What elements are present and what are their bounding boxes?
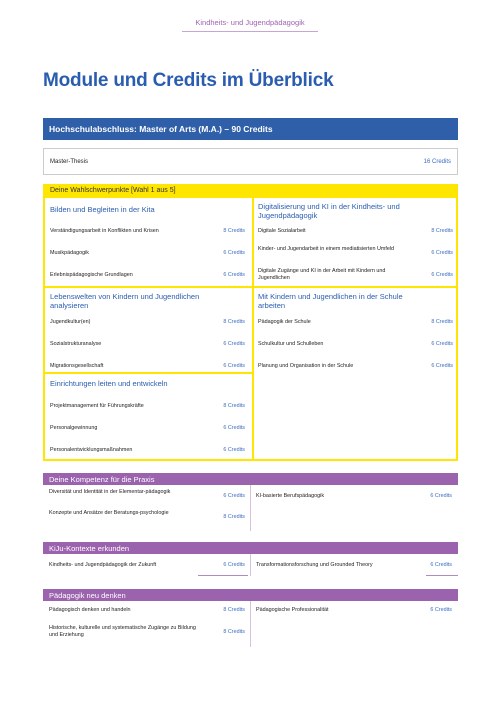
focus-box (43, 184, 458, 461)
module-credits: 6 Credits (223, 272, 245, 278)
module-name: Historische, kulturelle und systematische Zugänge zu Bildung und Erziehung (49, 625, 196, 638)
thesis-box (43, 148, 458, 175)
focus-area-title: Mit Kindern und Jugendlichen in der Schule arbeiten (258, 292, 403, 310)
module-credits: 6 Credits (223, 493, 245, 499)
module-credits: 8 Credits (223, 403, 245, 409)
module-credits: 8 Credits (223, 319, 245, 325)
module-name: Migrationsgesellschaft (50, 363, 104, 369)
module-credits: 8 Credits (223, 607, 245, 613)
module-credits: 6 Credits (431, 250, 453, 256)
section-heading: Pädagogik neu denken (43, 589, 458, 601)
module-name: Schulkultur und Schulleben (258, 341, 324, 347)
module-name: Kindheits- und Jugendpädagogik der Zukunft (49, 562, 157, 568)
module-credits: 8 Credits (223, 228, 245, 234)
module-credits: 6 Credits (223, 447, 245, 453)
column-divider (250, 554, 251, 576)
focus-area-schule (258, 292, 453, 372)
row-underline (198, 575, 248, 576)
focus-area-digital (258, 202, 453, 286)
module-name: Pädagogisch denken und handeln (49, 607, 131, 613)
degree-bar: Hochschulabschluss: Master of Arts (M.A.) – 90 Credits (43, 118, 458, 140)
focus-heading: Deine Wahlschwerpunkte [Wahl 1 aus 5] (45, 186, 456, 198)
focus-area-einrichtungen (50, 379, 245, 459)
module-name: Pädagogische Professionalität (256, 607, 329, 613)
module-credits: 6 Credits (431, 272, 453, 278)
module-credits: 6 Credits (430, 562, 452, 568)
column-divider (250, 485, 251, 531)
module-name: Konzepte und Ansätze der Beratungs-psychologie (49, 510, 169, 516)
module-credits: 6 Credits (223, 425, 245, 431)
focus-area-title: Lebenswelten von Kindern und Jugendlichen analysieren (50, 292, 200, 310)
module-credits: 6 Credits (431, 363, 453, 369)
page-title: Module und Credits im Überblick (43, 70, 334, 91)
module-credits: 6 Credits (223, 250, 245, 256)
module-credits: 8 Credits (223, 629, 245, 635)
module-credits: 6 Credits (430, 493, 452, 499)
focus-area-lebenswelten (50, 292, 245, 372)
section-heading: KiJu-Kontexte erkunden (43, 542, 458, 554)
module-credits: 6 Credits (431, 341, 453, 347)
module-credits: 6 Credits (223, 363, 245, 369)
focus-divider-row1 (45, 286, 456, 288)
focus-divider-vertical (252, 198, 254, 461)
module-name: Verständigungsarbeit in Konflikten und Krisen (50, 228, 159, 234)
section-kiju (43, 542, 458, 576)
module-name: Transformationsforschung und Grounded Theory (256, 562, 373, 568)
focus-area-kita (50, 205, 245, 285)
module-name: Planung und Organisation in der Schule (258, 363, 354, 369)
row-underline (426, 575, 458, 576)
focus-divider-row2 (45, 372, 252, 374)
module-name: Digitale Zugänge und KI in der Arbeit mit Kindern und Jugendlichen (258, 268, 386, 281)
focus-area-title: Digitalisierung und KI in der Kindheits- und Jugendpädagogik (258, 202, 400, 220)
section-competence (43, 473, 458, 531)
section-rethink (43, 589, 458, 647)
module-name: Jugendkultur(en) (50, 319, 91, 325)
section-heading: Deine Kompetenz für die Praxis (43, 473, 458, 485)
module-name: Musikpädagogik (50, 250, 89, 256)
module-name: Personalentwicklungsmaßnahmen (50, 447, 133, 453)
focus-area-title: Bilden und Begleiten in der Kita (50, 205, 155, 214)
module-credits: 6 Credits (223, 562, 245, 568)
column-divider (250, 601, 251, 647)
module-credits: 6 Credits (430, 607, 452, 613)
module-name: Diversität und Identität in der Elementar-pädagogik (49, 489, 171, 495)
thesis-credits: 16 Credits (423, 159, 451, 165)
header-tag: Kindheits- und Jugendpädagogik (195, 18, 305, 27)
module-name: Erlebnispädagogische Grundlagen (50, 272, 133, 278)
module-name: Kinder- und Jugendarbeit in einem mediatisierten Umfeld (258, 246, 395, 252)
module-name: Digitale Sozialarbeit (258, 228, 306, 234)
module-name: Sozialstrukturanalyse (50, 341, 102, 347)
module-name: KI-basierte Berufspädagogik (256, 493, 325, 499)
thesis-label: Master-Thesis (50, 159, 89, 165)
focus-area-title: Einrichtungen leiten und entwickeln (50, 379, 168, 388)
header-underline (182, 31, 318, 32)
module-credits: 6 Credits (223, 341, 245, 347)
module-credits: 8 Credits (431, 228, 453, 234)
module-name: Pädagogik der Schule (258, 319, 311, 325)
module-credits: 8 Credits (223, 514, 245, 520)
module-name: Projektmanagement für Führungskräfte (50, 403, 144, 409)
module-credits: 8 Credits (431, 319, 453, 325)
module-name: Personalgewinnung (50, 425, 98, 431)
